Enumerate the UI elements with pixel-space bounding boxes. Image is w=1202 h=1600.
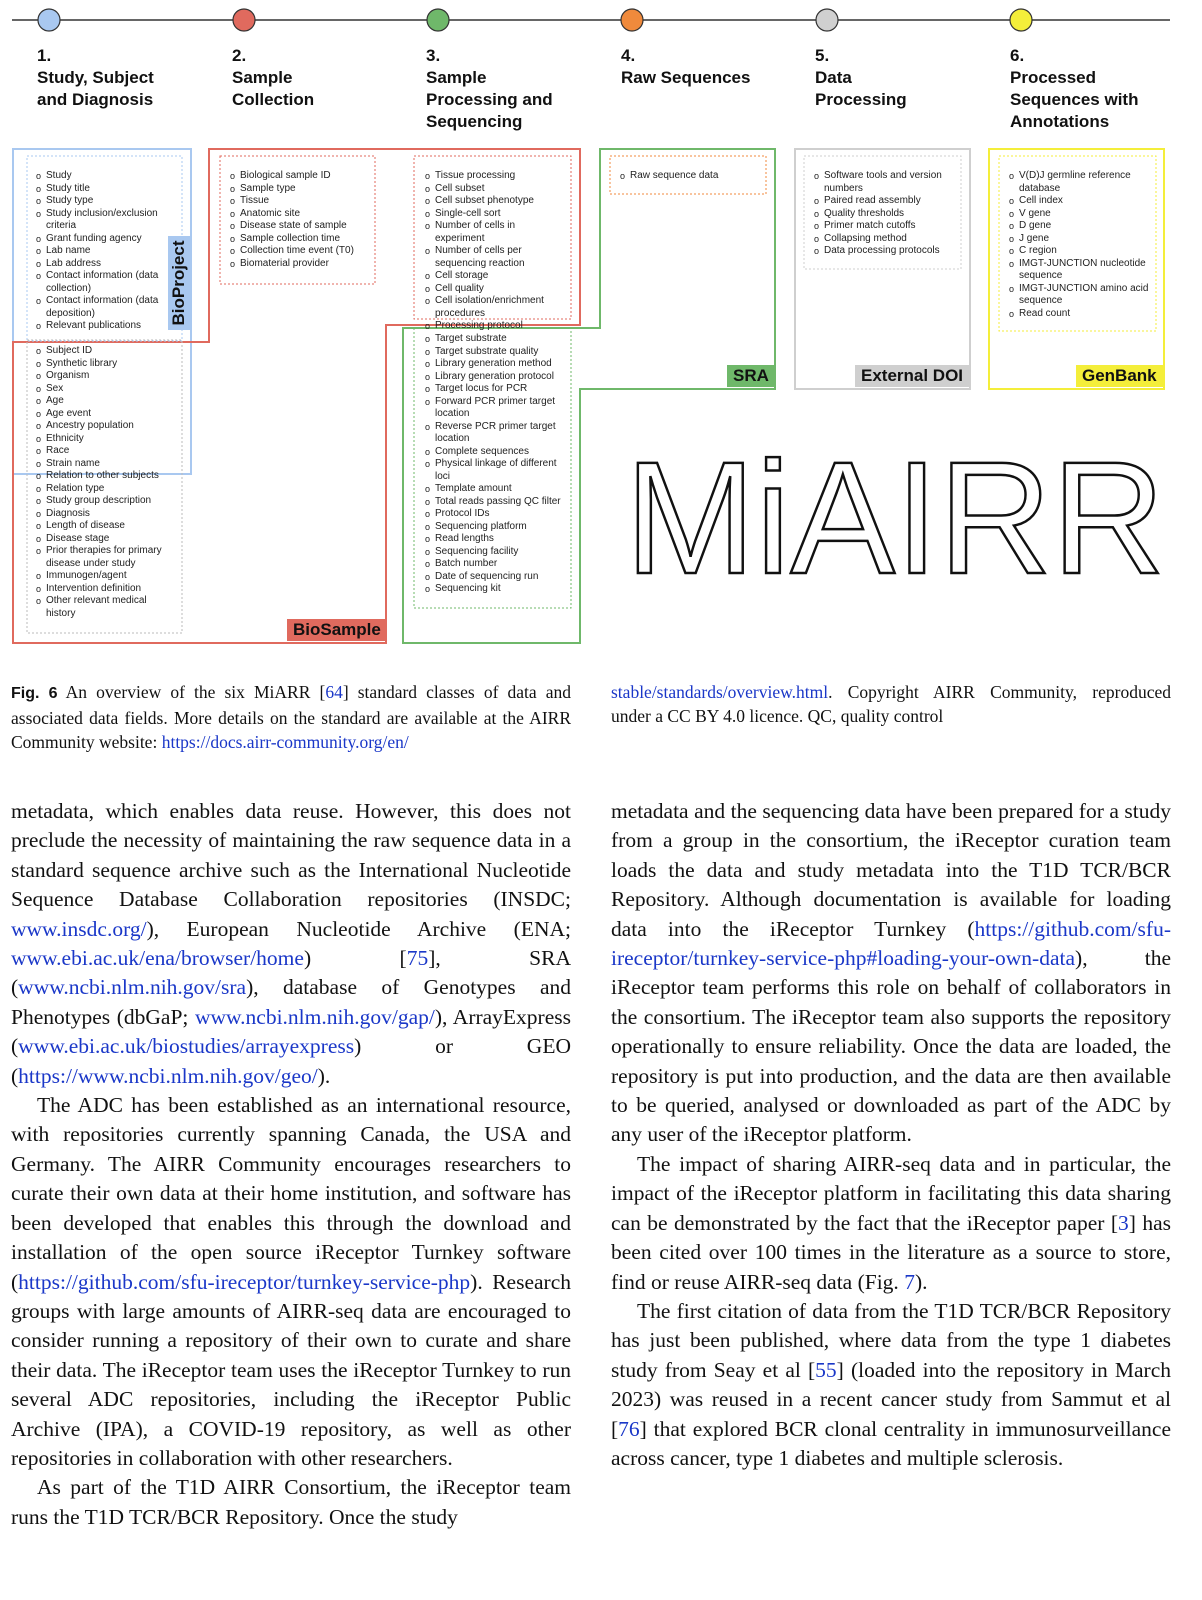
field-item: o Quality thresholds [814,208,956,221]
figure-caption-right: stable/standards/overview.html. Copyright AIRR Community, reproduced under a CC BY 4.0 licence. QC, quality control [611,682,1171,726]
annotations-field-list [1009,170,1151,320]
field-item: o Biomaterial provider [230,258,370,271]
field-item: o Total reads passing QC filter [425,496,567,509]
left-paragraph-2: The ADC has been established as an international resource, with repositories currently spanning Canada, the USA and Germany. The AIRR Community encourages researchers to curate their own data at their home institution, and software has been developed that enables this through the download and installation of the open source iReceptor Turnkey software (https://github.com/sfu-ireceptor/turnkey-service-php). Research groups with large amounts of AIRR-seq data are encouraged to consider running a repository of their own to curate and share their data. The iReceptor team uses the iReceptor Turnkey to run several ADC repositories, including the iReceptor Public Archive (IPA), a COVID-19 repository, as well as other repositories in collaboration with other researchers. [11,1093,571,1470]
field-item: o Study type [36,195,176,208]
field-item: o Target locus for PCR [425,383,567,396]
right-paragraph-2: The impact of sharing AIRR-seq data and in particular, the impact of the iReceptor platform in facilitating this data sharing can be demonstrated by the fact that the iReceptor paper [3] has been cited over 100 times in the literature as a source to store, find or reuse AIRR-seq data (Fig. 7). [611,1151,1171,1294]
ref-3-link[interactable]: 3 [1118,1210,1129,1235]
field-item: o Protocol IDs [425,508,567,521]
field-item: o C region [1009,245,1151,258]
field-item: o Target substrate [425,333,567,346]
stage-6-circle [1010,9,1032,31]
figure-caption-left: Fig. 6 An overview of the six MiARR [64] standard classes of data and associated data fields. More details on the standard are available at the AIRR Community website: https://docs.airr-community.org/en/ [11,682,571,752]
left-column [11,797,571,1532]
field-item: o Raw sequence data [620,170,762,183]
field-item: o Immunogen/agent [36,570,176,583]
field-item: o J gene [1009,233,1151,246]
fig-7-link[interactable]: 7 [904,1269,915,1294]
field-item: o Reverse PCR primer target location [425,421,567,446]
field-item: o Collapsing method [814,233,956,246]
raw-sequence-field-list [620,170,762,183]
insdc-link[interactable]: www.insdc.org/ [11,916,147,941]
sra-label: SRA [727,365,775,387]
field-item: o Disease stage [36,533,176,546]
field-item: o Study group description [36,495,176,508]
field-item: o Grant funding agency [36,233,176,246]
ena-link[interactable]: www.ebi.ac.uk/ena/browser/home [11,946,304,971]
field-item: o Strain name [36,458,176,471]
field-item: o Read lengths [425,533,567,546]
field-item: o Sequencing platform [425,521,567,534]
sequencing-field-list [425,333,567,596]
subject-field-list [36,345,176,620]
field-item: o Target substrate quality [425,346,567,359]
bioproject-label: BioProject [168,236,190,330]
field-item: o Date of sequencing run [425,571,567,584]
geo-link[interactable]: https://www.ncbi.nlm.nih.gov/geo/ [18,1063,318,1088]
field-item: o IMGT-JUNCTION amino acid sequence [1009,283,1151,308]
field-item: o Physical linkage of different loci [425,458,567,483]
field-item: o Anatomic site [230,208,370,221]
field-item: o Lab address [36,258,176,271]
right-paragraph-1: metadata and the sequencing data have been prepared for a study from a group in the consortium, the iReceptor curation team loads the data and study metadata into the T1D TCR/BCR Repository. Although documentation is available for loading data into the iReceptor Turnkey (https://github.com/sfu-ireceptor/turnkey-service-php#loading-your-own-data), the iReceptor team performs this role on behalf of collaborators in the consortium. The iReceptor team also supports the repository operationally to ensure reliability. Once the data are loaded, the repository is put into production, and the data are then available to be queried, analysed or downloaded as part of the ADC by any user of the iReceptor platform. [611,799,1171,1147]
field-item: o Diagnosis [36,508,176,521]
biosample-label: BioSample [287,619,387,641]
field-item: o Age event [36,408,176,421]
field-item: o Collection time event (T0) [230,245,370,258]
ref-55-link[interactable]: 55 [815,1357,837,1382]
field-item: o Lab name [36,245,176,258]
study-field-list [36,170,176,333]
field-item: o Forward PCR primer target location [425,396,567,421]
field-item: o Study inclusion/exclusion criteria [36,208,176,233]
field-item: o Contact information (data collection) [36,270,176,295]
stage-6-title: 6. Processed Sequences with Annotations [1010,46,1139,131]
ref-76-link[interactable]: 76 [618,1416,640,1441]
field-item: o Tissue [230,195,370,208]
field-item: o Organism [36,370,176,383]
field-item: o Sequencing kit [425,583,567,596]
field-item: o Intervention definition [36,583,176,596]
sample-processing-field-list [425,170,567,333]
field-item: o Subject ID [36,345,176,358]
field-item: o Template amount [425,483,567,496]
field-item: o Paired read assembly [814,195,956,208]
left-paragraph-3: As part of the T1D AIRR Consortium, the iReceptor team runs the T1D TCR/BCR Repository. Once the study [11,1475,571,1529]
data-processing-field-list [814,170,956,258]
turnkey-link[interactable]: https://github.com/sfu-ireceptor/turnkey-service-php [18,1269,471,1294]
field-item: o Read count [1009,308,1151,321]
field-item: o Complete sequences [425,446,567,459]
stage-3-circle [427,9,449,31]
sra-link[interactable]: www.ncbi.nlm.nih.gov/sra [18,975,247,1000]
stage-2-circle [233,9,255,31]
field-item: o Disease state of sample [230,220,370,233]
field-item: o Contact information (data deposition) [36,295,176,320]
field-item: o Cell subset [425,183,567,196]
field-item: o Prior therapies for primary disease under study [36,545,176,570]
field-item: o D gene [1009,220,1151,233]
ref-75-link[interactable]: 75 [406,946,429,971]
stage-2-title: 2. Sample Collection [232,46,315,109]
stage-timeline [0,0,1202,45]
genbank-label: GenBank [1076,365,1163,387]
stage-4-title: 4. Raw Sequences [621,46,751,87]
field-item: o V(D)J germline reference database [1009,170,1151,195]
stage-4-circle [621,9,643,31]
field-item: o Ancestry population [36,420,176,433]
field-item: o Sample type [230,183,370,196]
right-paragraph-3: The first citation of data from the T1D TCR/BCR Repository has just been published, where data from the type 1 diabetes study from Seay et al [55] (loaded into the repository in March 2023) was reused in a recent cancer study from Sammut et al [76] that explored BCR clonal centrality in immunosurveillance across cancer, type 1 diabetes and multiple sclerosis. [611,1298,1171,1470]
stage-1-title: 1. Study, Subject and Diagnosis [37,46,154,109]
field-item: o Batch number [425,558,567,571]
ref-link[interactable]: 64 [325,682,343,702]
field-item: o Synthetic library [36,358,176,371]
dbgap-link[interactable]: www.ncbi.nlm.nih.gov/gap/ [194,1004,435,1029]
field-item: o Sample collection time [230,233,370,246]
miairr-logo [625,445,1175,585]
field-item: o Cell subset phenotype [425,195,567,208]
field-item: o Number of cells in experiment [425,220,567,245]
field-item: o Cell storage [425,270,567,283]
external-doi-label: External DOI [855,365,969,387]
field-item: o Relation type [36,483,176,496]
stage-5-circle [816,9,838,31]
field-item: o Length of disease [36,520,176,533]
field-item: o Single-cell sort [425,208,567,221]
arrayexpress-link[interactable]: www.ebi.ac.uk/biostudies/arrayexpress [18,1034,355,1059]
stage-1-circle [38,9,60,31]
stage-3-title: 3. Sample Processing and Sequencing [426,46,553,131]
field-item: o Cell index [1009,195,1151,208]
field-item: o Library generation method [425,358,567,371]
field-item: o Number of cells per sequencing reaction [425,245,567,270]
sample-collection-field-list [230,170,370,270]
field-item: o Processing protocol [425,320,567,333]
field-item: o Study title [36,183,176,196]
field-item: o Primer match cutoffs [814,220,956,233]
field-item: o Software tools and version numbers [814,170,956,195]
field-item: o Library generation protocol [425,371,567,384]
field-item: o Biological sample ID [230,170,370,183]
field-item: o Age [36,395,176,408]
field-item: o Tissue processing [425,170,567,183]
field-item: o Relation to other subjects [36,470,176,483]
field-item: o Race [36,445,176,458]
right-column [611,797,1171,1473]
field-item: o Sex [36,383,176,396]
field-item: o Data processing protocols [814,245,956,258]
airr-docs-link-continued[interactable]: stable/standards/overview.html [611,682,829,702]
field-item: o Relevant publications [36,320,176,333]
field-item: o Other relevant medical history [36,595,176,620]
airr-docs-link[interactable]: https://docs.airr-community.org/en/ [161,732,409,752]
field-item: o Study [36,170,176,183]
turnkey-loading-link[interactable]: https://github.com/sfu-ireceptor/turnkey-service-php#loading-your-own-data [611,916,1171,971]
field-item: o Ethnicity [36,433,176,446]
left-paragraph-1: metadata, which enables data reuse. However, this does not preclude the necessity of maintaining the raw sequence data in a standard sequence archive such as the International Nucleotide Sequence Database Collaboration repositories (INSDC; www.insdc.org/), European Nucleotide Archive (ENA; www.ebi.ac.uk/ena/browser/home) [75], SRA (www.ncbi.nlm.nih.gov/sra), database of Genotypes and Phenotypes (dbGaP; www.ncbi.nlm.nih.gov/gap/), ArrayExpress (www.ebi.ac.uk/biostudies/arrayexpress) or GEO (https://www.ncbi.nlm.nih.gov/geo/). [11,799,571,1088]
field-item: o V gene [1009,208,1151,221]
stage-5-title: 5. Data Processing [815,46,907,109]
field-item: o Cell isolation/enrichment procedures [425,295,567,320]
field-item: o IMGT-JUNCTION nucleotide sequence [1009,258,1151,283]
field-item: o Sequencing facility [425,546,567,559]
figure-label: Fig. 6 [11,685,58,702]
miairr-logo-text: MiAIRR [625,445,1165,585]
field-item: o Cell quality [425,283,567,296]
